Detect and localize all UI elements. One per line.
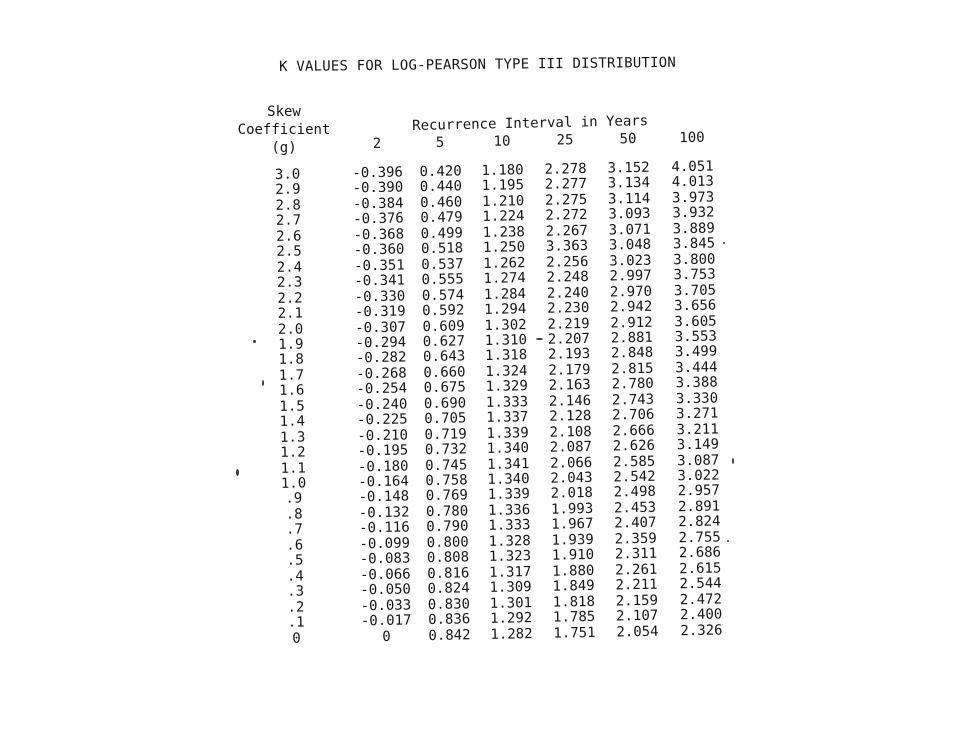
k-value-cell: 3.211 [676,421,719,438]
k-value-cell: 3.553 [674,328,718,346]
k-value-cell: 1.317 [489,563,532,581]
k-value-cell: 3.134 [607,175,651,192]
k-value-cell: 2.311 [614,545,658,563]
scan-speck [536,338,543,340]
k-value-cell: 0.518 [420,240,464,258]
k-value-cell: 2.159 [615,592,659,610]
k-value-cell: 0.705 [424,410,467,428]
k-value-cell: 2.997 [609,267,652,285]
k-value-cell: -0.066 [359,566,411,584]
k-value-cell: 1.195 [481,177,525,195]
k-value-cell: 0.627 [422,333,466,351]
k-value-cell: 0.574 [421,286,465,304]
k-value-cell: 0.675 [423,379,466,397]
skew-header-line: Skew [267,104,301,120]
k-value-cell: 1.880 [552,562,595,580]
k-value-cell: 1.282 [490,625,533,643]
k-value-cell: -0.368 [353,226,405,244]
k-value-cell: 0.660 [423,364,466,381]
skew-header-line: (g) [271,140,297,156]
k-value-cell: 1.337 [486,409,529,427]
k-value-cell: -0.282 [355,349,407,367]
k-value-cell: 1.341 [486,455,530,473]
k-value-cell: 2.267 [545,222,588,240]
k-value-cell: 1.284 [483,285,527,303]
k-value-cell: 3.022 [677,467,720,485]
k-value-cell: 0.842 [428,626,471,644]
k-value-cell: -0.351 [353,257,405,275]
skew-value-cell: .3 [287,583,305,600]
k-value-cell: 0.758 [425,472,468,490]
k-value-cell: 1.849 [552,578,595,595]
k-value-cell: 2.942 [610,298,653,316]
k-value-cell: 0.732 [424,441,468,459]
k-value-cell: 2.881 [610,329,654,347]
k-value-cell: -0.083 [359,550,411,568]
k-value-cell: 2.193 [547,346,591,364]
k-value-cell: 3.656 [673,297,717,315]
k-value-cell: 2.277 [544,176,588,194]
k-value-cell: 2.453 [613,499,657,517]
k-value-cell: 1.292 [489,610,533,627]
skew-value-cell: 2.8 [275,197,302,214]
k-value-cell: 2.848 [610,345,654,362]
skew-value-cell: .5 [286,552,304,570]
k-value-cell: -0.319 [354,303,406,321]
k-value-cell: -0.294 [355,334,407,352]
k-value-cell: 2.107 [615,607,659,625]
skew-value-cell: 2.2 [277,290,303,307]
k-value-cell: 3.800 [673,251,716,268]
k-value-cell: 2.211 [615,576,658,594]
k-value-cell: 2.219 [547,315,590,333]
k-value-cell: -0.164 [358,473,409,491]
k-value-cell: 2.957 [677,482,721,500]
k-value-cell: -0.210 [357,427,409,445]
k-value-cell: 2.755 [678,529,721,547]
k-value-cell: -0.240 [356,396,408,414]
column-header-5: 5 [435,134,445,151]
k-value-cell: 3.152 [607,159,650,177]
k-value-cell: 3.605 [674,312,717,330]
skew-value-cell: 1.2 [280,444,306,461]
k-value-cell: -0.116 [358,519,410,537]
k-value-cell: 3.388 [675,374,718,392]
k-value-cell: 2.743 [611,391,655,409]
k-value-cell: 2.248 [546,269,589,286]
k-value-cell: 2.275 [544,191,588,209]
scan-speck [262,380,264,386]
skew-value-cell: 2.7 [275,212,302,230]
k-value-cell: 1.818 [552,593,596,611]
k-value-cell: 1.340 [486,440,530,458]
skew-value-cell: 2.3 [276,274,303,292]
k-value-cell: 2.615 [679,560,722,577]
k-value-cell: 2.359 [614,530,657,548]
k-value-cell: 1.993 [550,500,594,518]
column-header-50: 50 [619,130,637,148]
k-value-cell: 1.224 [482,208,525,226]
k-value-cell: 3.023 [609,252,652,270]
k-value-cell: 2.912 [610,314,653,332]
k-value-cell: 0.780 [425,503,469,520]
scan-speck [723,242,725,244]
k-value-cell: -0.396 [352,164,404,182]
skew-value-cell: 1.9 [278,336,304,353]
k-value-cell: 2.824 [678,513,721,531]
k-value-cell: 2.686 [678,544,722,562]
k-value-cell: 2.207 [547,330,591,348]
table-title: K VALUES FOR LOG-PEARSON TYPE III DISTRIBUTION [279,54,677,75]
k-value-cell: 2.066 [549,454,593,472]
k-value-cell: 2.278 [544,160,587,178]
k-value-cell: 0.643 [422,348,466,366]
k-value-cell: 1.339 [487,486,531,504]
k-value-cell: 3.114 [607,190,651,208]
k-value-cell: 2.780 [611,376,654,393]
k-value-cell: 3.330 [675,390,719,408]
k-value-cell: 3.149 [676,436,720,454]
k-value-cell: 0.808 [426,549,470,567]
k-value-cell: 0 [382,628,391,645]
k-value-cell: -0.330 [354,288,406,306]
k-value-cell: 2.970 [609,283,653,301]
k-value-cell: -0.132 [358,504,410,522]
k-value-cell: 0.460 [419,194,463,212]
k-value-cell: 0.420 [419,163,462,181]
k-value-cell: 1.339 [486,424,529,442]
k-value-cell: -0.180 [357,457,409,475]
k-value-cell: 1.939 [551,531,594,549]
skew-value-cell: 2.9 [275,181,301,199]
k-value-cell: 0.790 [426,518,469,536]
k-value-cell: 1.333 [488,517,531,535]
skew-value-cell: .8 [285,506,303,523]
k-value-cell: 2.179 [548,361,591,379]
k-value-cell: 2.400 [679,606,723,624]
scan-speck [253,340,256,343]
k-value-cell: 2.626 [612,437,656,455]
k-value-cell: 4.013 [671,173,715,191]
k-value-cell: 1.250 [482,239,526,257]
k-value-cell: 2.043 [550,469,593,487]
k-value-cell: 1.336 [487,501,531,519]
k-value-cell: 0.719 [424,425,467,443]
skew-value-cell: .2 [287,599,305,616]
k-value-cell: -0.341 [354,272,406,290]
skew-value-cell: 2.6 [276,228,302,245]
recurrence-interval-header: Recurrence Interval in Years [412,113,649,134]
k-value-cell: 3.271 [676,405,719,423]
k-value-cell: 0.824 [427,580,470,598]
k-value-cell: 1.967 [551,516,594,534]
skew-value-cell: .1 [287,614,305,631]
k-value-cell: 2.891 [677,498,721,516]
k-value-cell: -0.195 [357,442,409,460]
k-value-cell: -0.148 [358,488,410,506]
k-value-cell: 2.326 [680,621,723,639]
skew-value-cell: 2.1 [277,305,304,322]
k-value-cell: 3.845 [672,235,716,253]
k-value-cell: -0.384 [352,195,404,213]
k-value-cell: 3.889 [672,220,715,238]
skew-value-cell: 1.8 [278,351,304,369]
k-value-cell: 3.071 [608,221,651,239]
k-value-cell: 3.973 [671,189,715,207]
column-header-2: 2 [372,135,382,153]
k-value-cell: 2.163 [548,377,591,395]
k-value-cell: 2.544 [679,575,722,593]
k-value-cell: -0.390 [352,179,404,197]
k-value-cell: 0.537 [421,256,464,273]
k-value-cell: 2.542 [613,468,656,486]
k-value-cell: 0.836 [427,611,471,629]
skew-value-cell: 1.7 [278,367,305,384]
k-value-cell: -0.307 [355,318,407,336]
k-value-cell: 1.310 [484,332,528,349]
skew-value-cell: 2.4 [276,259,303,276]
k-value-cell: -0.360 [353,241,405,259]
k-value-cell: 0.555 [421,271,464,289]
k-value-cell: 1.302 [484,316,527,334]
k-value-cell: 2.815 [611,360,654,378]
k-value-cell: 0.609 [422,317,465,335]
k-value-cell: 3.753 [673,266,716,284]
k-value-cell: 2.666 [612,422,655,440]
k-value-cell: 1.294 [484,301,527,318]
k-value-cell: 1.785 [552,608,596,626]
k-value-cell: 2.256 [546,253,589,271]
k-value-cell: 2.272 [545,207,588,225]
k-value-cell: 2.240 [546,284,590,302]
k-value-cell: 0.479 [420,209,463,227]
k-value-cell: 1.329 [485,378,528,396]
k-value-cell: 0.745 [425,456,468,474]
skew-value-cell: 1.6 [278,382,305,400]
k-value-cell: 3.048 [608,236,652,254]
k-value-cell: 1.318 [484,347,528,365]
k-value-cell: 2.498 [613,484,657,501]
k-value-cell: 1.262 [483,254,526,272]
k-value-cell: -0.254 [356,380,408,398]
k-value-cell: 2.407 [614,515,657,532]
k-value-cell: 2.087 [549,439,593,456]
k-value-cell: 1.328 [488,532,531,550]
k-value-cell: 3.444 [675,359,718,377]
k-value-cell: -0.033 [360,597,412,614]
k-value-cell: 0.830 [427,595,471,613]
k-value-cell: 2.128 [549,408,592,425]
k-value-cell: 3.705 [673,282,717,299]
k-value-cell: 0.769 [425,487,469,505]
k-value-cell: 1.238 [482,223,526,241]
scan-speck [727,540,729,542]
k-value-cell: 2.585 [612,453,656,471]
k-value-cell: -0.050 [360,581,412,599]
k-value-cell: 3.932 [672,204,715,222]
k-value-cell: 1.274 [483,270,526,288]
k-value-cell: 1.324 [485,362,528,380]
k-value-cell: 1.309 [489,579,532,597]
k-value-cell: 2.054 [616,623,659,640]
skew-value-cell: 1.4 [279,413,306,431]
skew-value-cell: 1.0 [280,475,307,492]
k-value-cell: 2.230 [547,299,590,317]
k-value-cell: 3.363 [545,238,589,256]
skew-value-cell: 2.5 [276,243,302,261]
k-value-cell: 2.018 [550,485,594,503]
k-value-cell: 1.340 [487,471,530,488]
k-value-cell: 0.816 [427,564,470,582]
k-value-cell: 4.051 [671,158,714,176]
k-value-cell: 1.301 [489,594,533,612]
k-value-cell: 2.146 [548,392,592,410]
skew-value-cell: .7 [285,521,304,539]
k-value-cell: 3.093 [608,206,651,223]
k-value-cell: 2.472 [679,591,723,608]
skew-header-line: Coefficient [237,122,331,138]
k-value-cell: -0.376 [353,210,404,228]
k-value-cell: 3.087 [676,452,720,469]
k-value-cell: 0.440 [419,178,463,196]
k-value-cell: 1.210 [481,193,525,210]
skew-value-cell: 1.3 [279,429,306,446]
k-value-cell: -0.017 [360,612,412,630]
k-value-cell: -0.268 [356,365,407,383]
k-value-cell: 1.323 [488,548,532,566]
skew-value-cell: .9 [285,490,303,508]
k-value-cell: 3.499 [674,343,718,361]
scan-speck [732,458,734,464]
k-value-cell: -0.099 [359,535,411,553]
k-value-cell: 2.706 [612,406,655,424]
skew-value-cell: 0 [292,630,301,647]
skew-value-cell: 3.0 [274,166,301,183]
skew-value-cell: .4 [286,568,304,585]
k-value-cell: 2.108 [549,423,592,441]
k-value-cell: 0.690 [423,395,467,412]
skew-value-cell: 1.5 [279,398,305,415]
k-value-cell: 1.751 [553,624,596,642]
skew-value-cell: 2.0 [277,320,304,338]
column-header-100: 100 [679,129,705,147]
column-header-25: 25 [556,132,574,149]
k-value-cell: 1.180 [481,162,524,179]
k-value-cell: 0.800 [426,534,469,551]
k-value-cell: 0.499 [420,225,464,242]
skew-value-cell: 1.1 [280,459,307,477]
k-value-cell: 0.592 [422,302,465,320]
scan-speck [236,469,239,476]
k-value-cell: 1.333 [485,393,529,411]
k-value-cell: -0.225 [356,411,408,429]
skew-value-cell: .6 [286,537,304,554]
k-value-cell: 1.910 [551,547,595,564]
column-header-10: 10 [493,133,511,150]
k-value-cell: 2.261 [615,561,658,579]
